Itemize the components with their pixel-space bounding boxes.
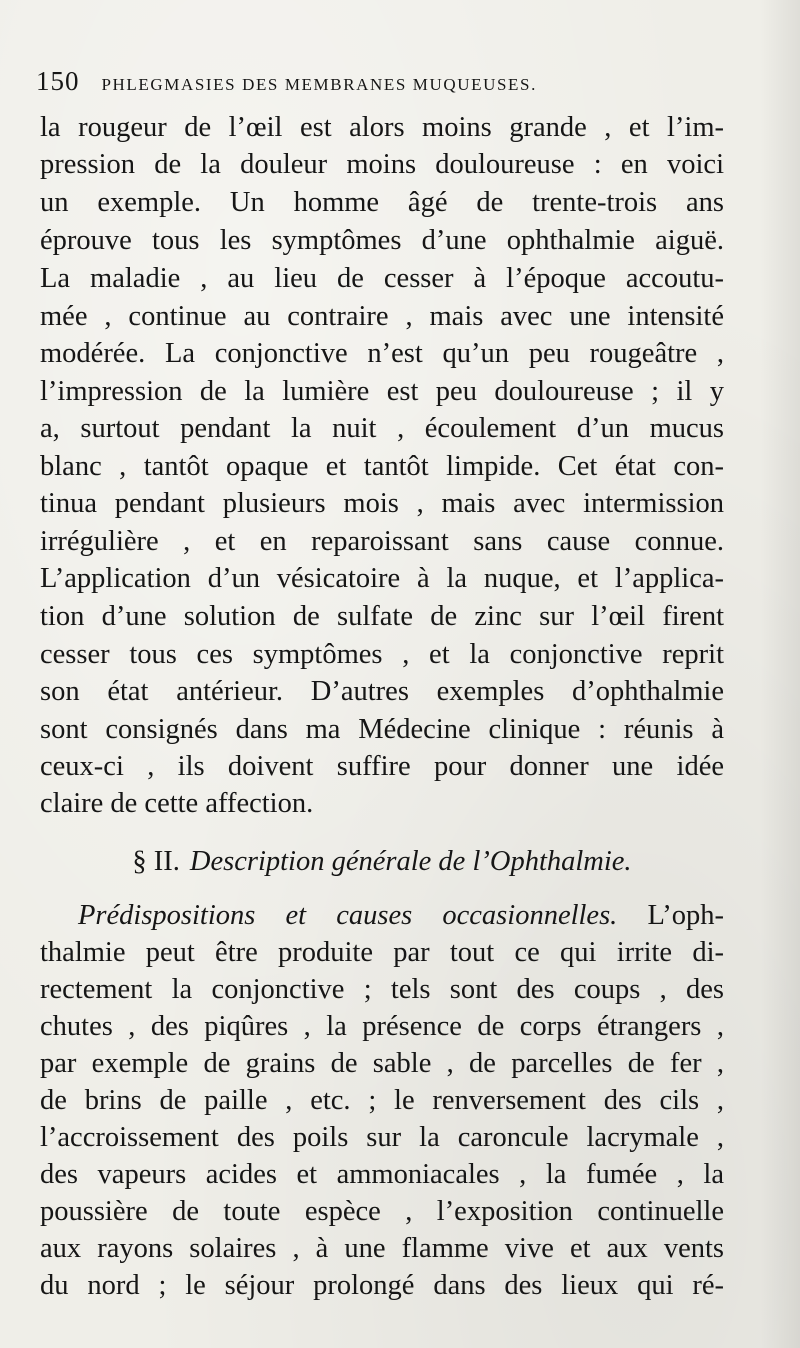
page-header [36,66,736,106]
text-line: poussière de toute espèce , l’exposition continuelle [40,1196,724,1227]
text-line: chutes , des piqûres , la présence de corps étrangers , [40,1011,724,1042]
text-line: blanc , tantôt opaque et tantôt limpide. Cet état con- [40,451,724,482]
text-line: des vapeurs acides et ammoniacales , la fumée , la [40,1159,724,1190]
section-number: § II. [132,846,180,877]
text-line: ceux-ci , ils doivent suffire pour donner une idée [40,751,724,782]
page-gutter-shadow [760,0,800,1348]
text-line: modérée. La conjonctive n’est qu’un peu rougeâtre , [40,338,724,369]
page-number: 150 [36,66,80,96]
text-line: a, surtout pendant la nuit , écoulement d’un mucus [40,413,724,444]
text-line: aux rayons solaires , à une flamme vive et aux vents [40,1233,724,1264]
text-line: claire de cette affection. [40,788,314,819]
text-line: un exemple. Un homme âgé de trente-trois ans [40,187,724,218]
text-line: de brins de paille , etc. ; le renversement des cils , [40,1085,724,1116]
paragraph-lead-rest: L’oph- [617,900,725,931]
text-line: irrégulière , et en reparoissant sans cause connue. [40,526,724,557]
text-line: pression de la douleur moins douloureuse : en voici [40,149,724,180]
text-line: L’application d’un vésicatoire à la nuque, et l’applica- [40,563,724,594]
text-line: rectement la conjonctive ; tels sont des coups , des [40,974,724,1005]
text-line: par exemple de grains de sable , de parcelles de fer , [40,1048,724,1079]
paragraph-lead-italic: Prédispositions et causes occasionnelles. [78,900,618,931]
running-head: PHLEGMASIES DES MEMBRANES MUQUEUSES. [101,75,537,94]
text-line: tion d’une solution de sulfate de zinc sur l’œil firent [40,601,724,632]
text-line: du nord ; le séjour prolongé dans des lieux qui ré- [40,1270,724,1301]
text-line: tinua pendant plusieurs mois , mais avec intermission [40,488,724,519]
text-line: l’impression de la lumière est peu douloureuse ; il y [40,376,724,407]
paragraph-lead-line [78,896,724,936]
text-line: l’accroissement des poils sur la caroncule lacrymale , [40,1122,724,1153]
section-title: Description générale de l’Ophthalmie. [189,846,632,877]
text-line: éprouve tous les symptômes d’une ophthalmie aiguë. [40,225,724,256]
text-line: la rougeur de l’œil est alors moins grande , et l’im- [40,112,724,143]
text-line: thalmie peut être produite par tout ce qui irrite di- [40,937,724,968]
text-line: La maladie , au lieu de cesser à l’époque accoutu- [40,263,724,294]
text-line: cesser tous ces symptômes , et la conjonctive reprit [40,639,724,670]
text-line: sont consignés dans ma Médecine clinique : réunis à [40,714,724,745]
text-line: mée , continue au contraire , mais avec une intensité [40,301,724,332]
section-heading [40,840,724,884]
text-line: son état antérieur. D’autres exemples d’ophthalmie [40,676,724,707]
